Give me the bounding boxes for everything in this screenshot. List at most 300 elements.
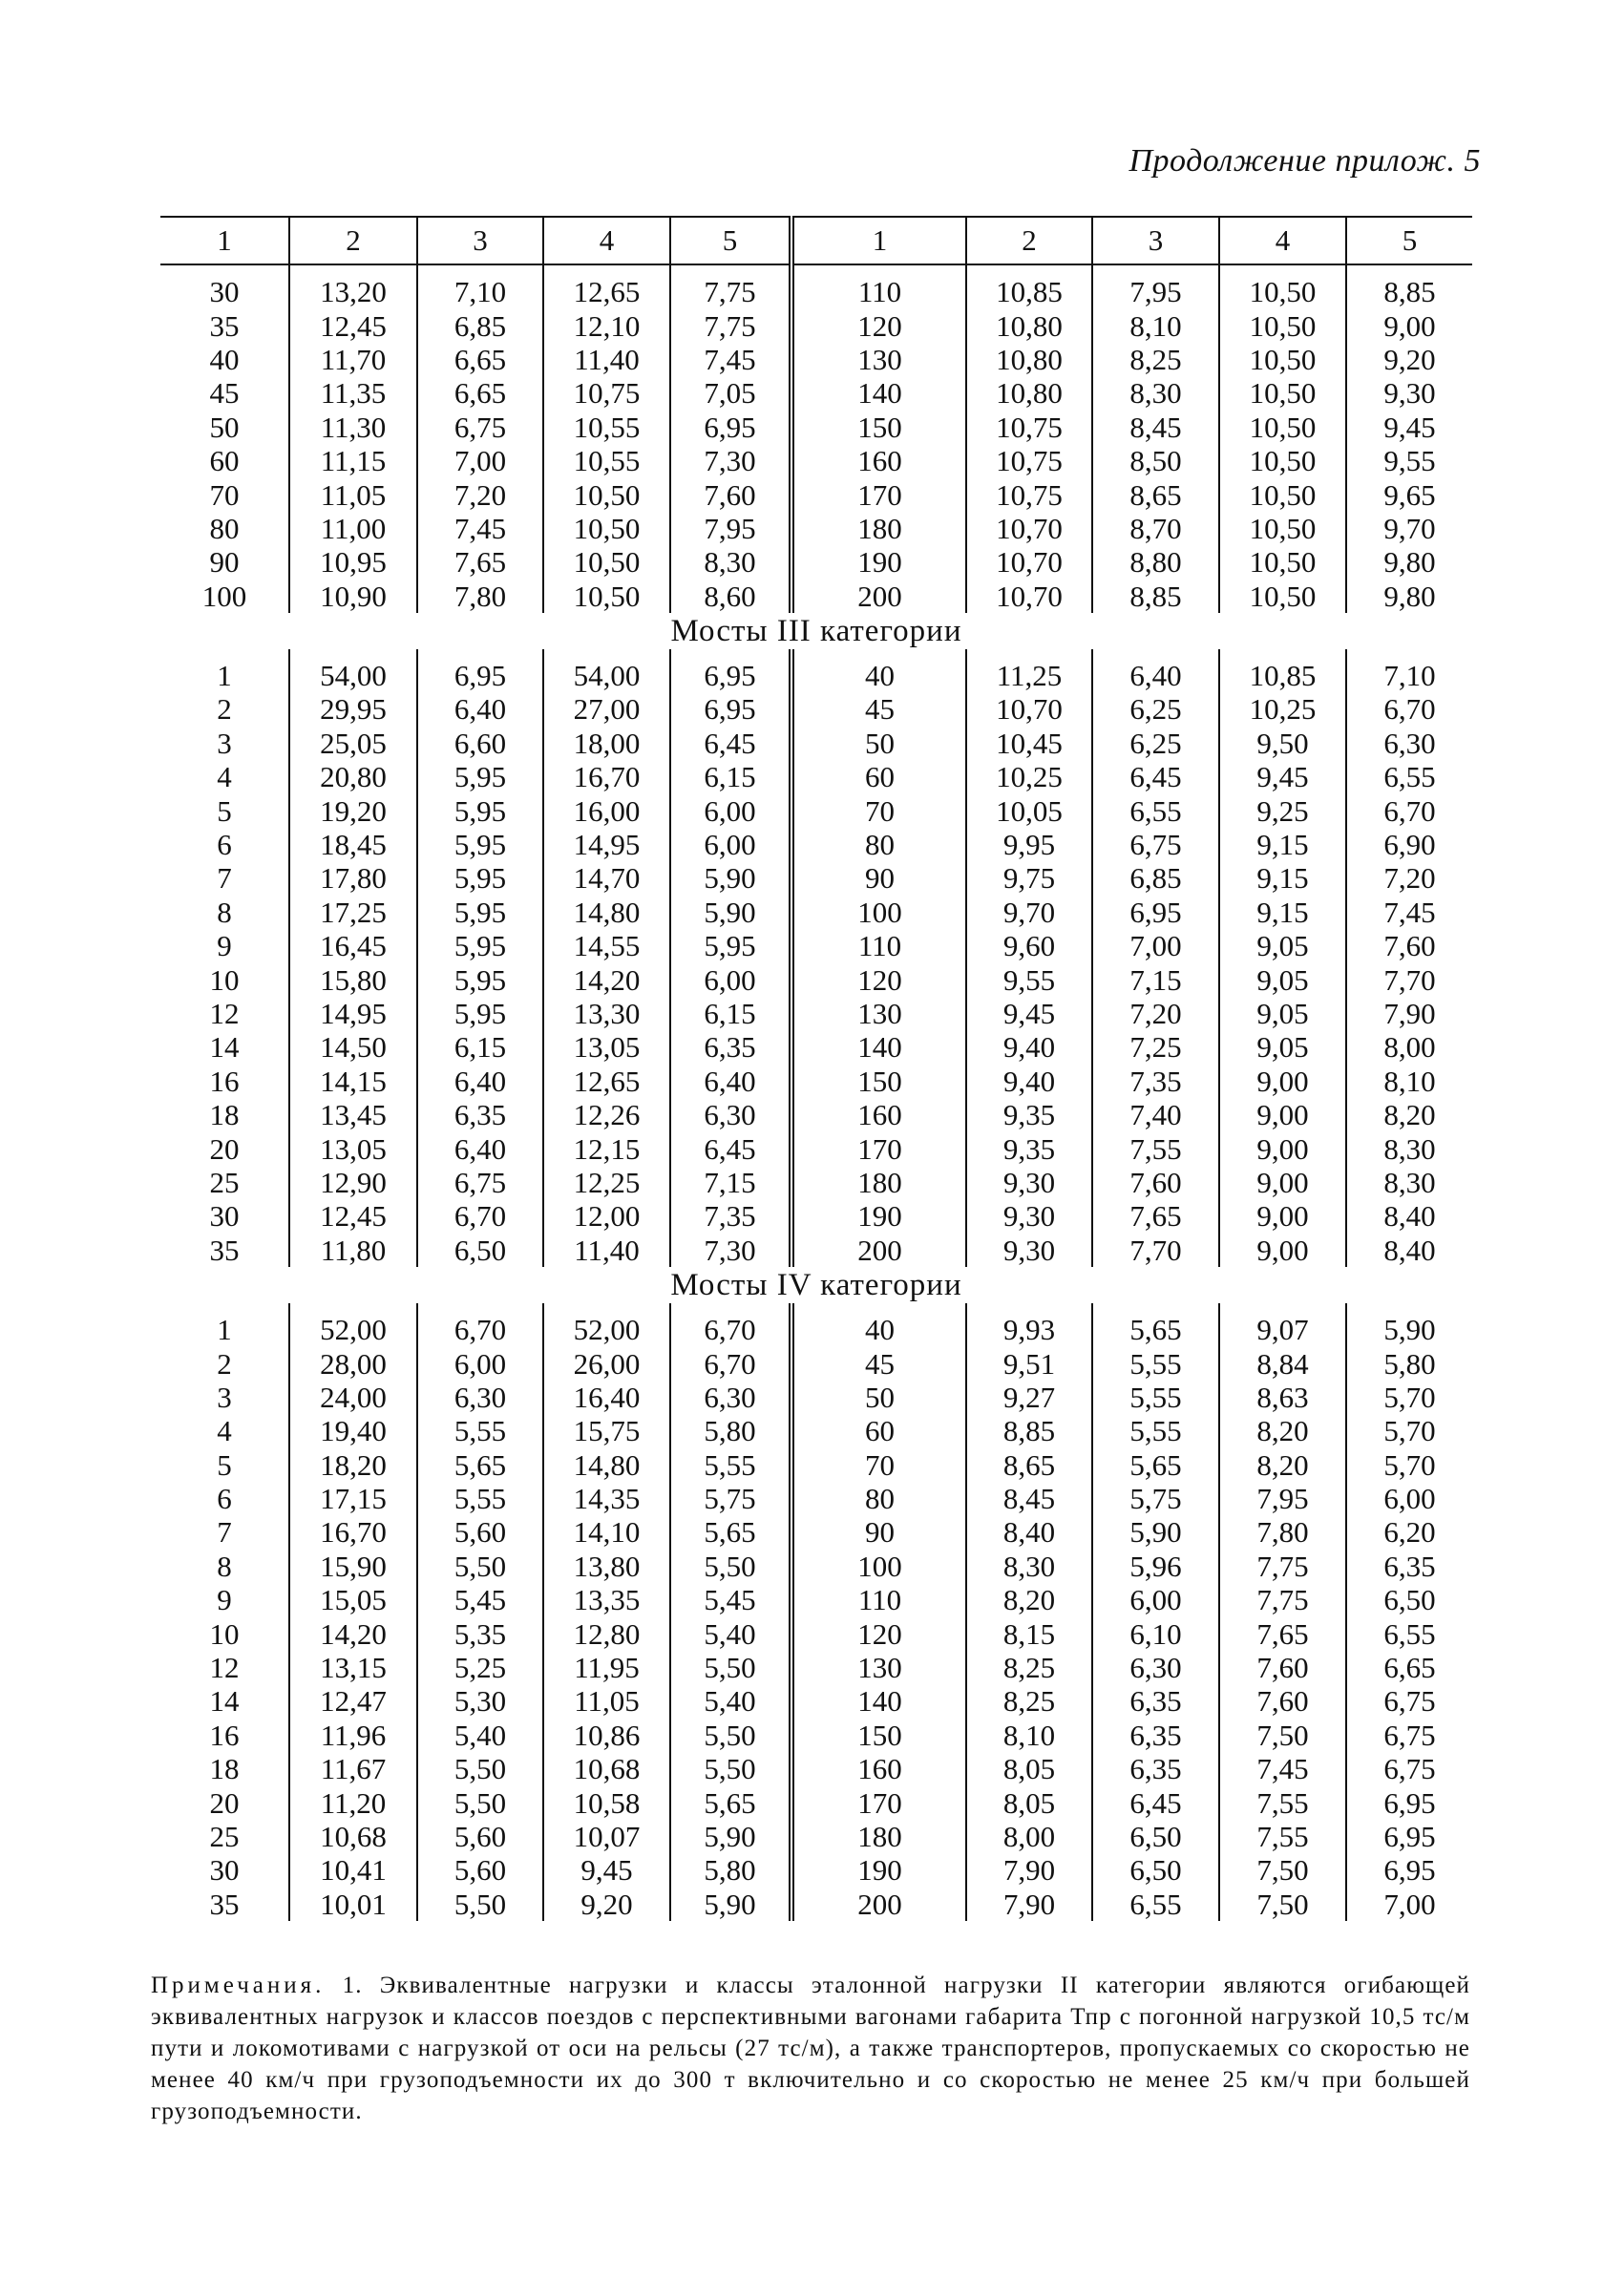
table-cell: 4 bbox=[217, 760, 232, 794]
table-cell: 8 bbox=[217, 1549, 232, 1583]
table-cell: 7,25 bbox=[1092, 1030, 1219, 1064]
table-cell: 9,00 bbox=[1219, 1166, 1346, 1199]
table-cell: 15,80 bbox=[289, 962, 417, 996]
table-cell: 130 bbox=[791, 1651, 966, 1684]
table-cell: 13,45 bbox=[289, 1098, 417, 1131]
table-row bbox=[160, 828, 1472, 861]
table-cell: 6,40 bbox=[670, 1065, 791, 1098]
table-cell: 12,25 bbox=[543, 1166, 670, 1199]
table-cell: 7,95 bbox=[670, 512, 791, 545]
table-cell: 9,00 bbox=[1219, 1234, 1346, 1267]
table-cell: 70 bbox=[791, 793, 966, 827]
table-cell: 9,45 bbox=[1219, 760, 1346, 793]
table-cell: 6,95 bbox=[417, 649, 543, 692]
table-cell: 6,95 bbox=[670, 411, 791, 444]
table-cell: 5,50 bbox=[670, 1752, 791, 1785]
table-cell: 10,50 bbox=[1219, 545, 1346, 579]
table-cell: 5,55 bbox=[670, 1448, 791, 1482]
table-cell: 13,30 bbox=[543, 997, 670, 1030]
table-cell: 150 bbox=[791, 411, 966, 444]
table-cell: 7,75 bbox=[1219, 1550, 1346, 1583]
table-cell: 9,25 bbox=[1219, 793, 1346, 827]
section-title-row bbox=[160, 1267, 1472, 1303]
table-cell: 9,75 bbox=[966, 861, 1092, 895]
table-cell: 16,45 bbox=[289, 929, 417, 962]
table-cell: 5,60 bbox=[417, 1853, 543, 1887]
table-cell: 10,50 bbox=[1219, 411, 1346, 444]
table-cell: 12,80 bbox=[543, 1616, 670, 1650]
table-cell: 1 bbox=[217, 1313, 232, 1347]
table-cell: 12,00 bbox=[543, 1199, 670, 1233]
table-row bbox=[160, 1888, 1472, 1921]
table-cell: 19,20 bbox=[289, 793, 417, 827]
table-cell: 14,95 bbox=[543, 828, 670, 861]
table-cell: 6,70 bbox=[670, 1303, 791, 1346]
table-row bbox=[160, 1131, 1472, 1165]
table-cell: 7,95 bbox=[1219, 1482, 1346, 1515]
table-cell: 7,55 bbox=[1219, 1820, 1346, 1853]
table-cell: 14,15 bbox=[289, 1065, 417, 1098]
table-cell: 10,50 bbox=[543, 545, 670, 579]
table-cell: 7,65 bbox=[1219, 1616, 1346, 1650]
table-cell: 5,90 bbox=[670, 896, 791, 929]
table-cell: 8,30 bbox=[1346, 1166, 1472, 1199]
table-cell: 8,30 bbox=[670, 545, 791, 579]
column-header: 4 bbox=[543, 217, 670, 264]
table-cell: 8,84 bbox=[1219, 1346, 1346, 1380]
table-cell: 14,70 bbox=[543, 861, 670, 895]
table-cell: 10,50 bbox=[1219, 308, 1346, 342]
table-cell: 10,25 bbox=[966, 760, 1092, 793]
table-row bbox=[160, 1651, 1472, 1684]
table-cell: 5,95 bbox=[417, 962, 543, 996]
table-cell: 10,41 bbox=[289, 1853, 417, 1887]
table-row bbox=[160, 1199, 1472, 1233]
table-cell: 6,40 bbox=[417, 692, 543, 726]
table-cell: 11,30 bbox=[289, 411, 417, 444]
table-cell: 10,01 bbox=[289, 1888, 417, 1921]
table-cell: 19,40 bbox=[289, 1414, 417, 1447]
table-cell: 10,80 bbox=[966, 376, 1092, 410]
table-cell: 80 bbox=[791, 1482, 966, 1515]
table-cell: 5,30 bbox=[417, 1684, 543, 1718]
table-row bbox=[160, 444, 1472, 477]
table-cell: 9,70 bbox=[1346, 512, 1472, 545]
table-cell: 7,20 bbox=[1346, 861, 1472, 895]
table-cell: 9,30 bbox=[1346, 376, 1472, 410]
table-cell: 7,45 bbox=[1219, 1752, 1346, 1785]
table-cell: 5 bbox=[217, 1447, 232, 1482]
table-row bbox=[160, 896, 1472, 929]
table-cell: 6,00 bbox=[1346, 1482, 1472, 1515]
table-cell: 50 bbox=[791, 1381, 966, 1414]
table-cell: 6,85 bbox=[417, 308, 543, 342]
table-cell: 7 bbox=[217, 1515, 232, 1550]
table-cell: 25 bbox=[209, 1819, 240, 1853]
table-cell: 11,15 bbox=[289, 444, 417, 477]
table-cell: 9,65 bbox=[1346, 477, 1472, 511]
table-cell: 12,65 bbox=[543, 264, 670, 308]
table-cell: 70 bbox=[209, 477, 240, 512]
table-cell: 11,96 bbox=[289, 1719, 417, 1752]
table-cell: 11,25 bbox=[966, 649, 1092, 692]
table-cell: 14,10 bbox=[543, 1515, 670, 1549]
table-cell: 60 bbox=[791, 760, 966, 793]
table-cell: 9,93 bbox=[966, 1303, 1092, 1346]
table-row bbox=[160, 264, 1472, 308]
table-cell: 9,20 bbox=[543, 1888, 670, 1921]
table-cell: 6,10 bbox=[1092, 1616, 1219, 1650]
table-row bbox=[160, 1482, 1472, 1515]
table-cell: 7,50 bbox=[1219, 1888, 1346, 1921]
table-cell: 12,90 bbox=[289, 1166, 417, 1199]
table-cell: 10,50 bbox=[1219, 376, 1346, 410]
table-cell: 6,40 bbox=[417, 1131, 543, 1165]
table-cell: 8,85 bbox=[1346, 264, 1472, 308]
table-row bbox=[160, 1346, 1472, 1380]
table-cell: 190 bbox=[791, 545, 966, 579]
table-cell: 8,60 bbox=[670, 580, 791, 613]
table-cell: 10,80 bbox=[966, 308, 1092, 342]
table-cell: 3 bbox=[217, 1380, 232, 1414]
table-row bbox=[160, 929, 1472, 962]
table-cell: 8,45 bbox=[966, 1482, 1092, 1515]
table-cell: 7,80 bbox=[1219, 1515, 1346, 1549]
table-row bbox=[160, 997, 1472, 1030]
table-cell: 5,95 bbox=[417, 760, 543, 793]
table-cell: 6,70 bbox=[417, 1303, 543, 1346]
table-cell: 8,63 bbox=[1219, 1381, 1346, 1414]
table-cell: 5,65 bbox=[670, 1515, 791, 1549]
table-cell: 5,95 bbox=[417, 929, 543, 962]
table-cell: 9,50 bbox=[1219, 727, 1346, 760]
table-cell: 5,60 bbox=[417, 1515, 543, 1549]
table-cell: 10,50 bbox=[1219, 444, 1346, 477]
table-cell: 8,00 bbox=[966, 1820, 1092, 1853]
table-cell: 7,45 bbox=[670, 343, 791, 376]
table-cell: 10,58 bbox=[543, 1785, 670, 1819]
table-cell: 6,90 bbox=[1346, 828, 1472, 861]
table-cell: 6,70 bbox=[1346, 793, 1472, 827]
table-cell: 6,35 bbox=[417, 1098, 543, 1131]
table-cell: 9,00 bbox=[1219, 1065, 1346, 1098]
table-cell: 52,00 bbox=[543, 1303, 670, 1346]
table-row bbox=[160, 1166, 1472, 1199]
table-cell: 6,55 bbox=[1346, 760, 1472, 793]
table-cell: 6,35 bbox=[1346, 1550, 1472, 1583]
table-cell: 13,05 bbox=[543, 1030, 670, 1064]
notes-text: 1. Эквивалентные нагрузки и классы эталонной нагрузки II категории являются огибающей эквивалентных нагрузок и классов поездов с перспективными вагонами габарита Тпр с погонной нагрузкой 10,5 тс/м пути и локомотивами с нагрузкой от оси на рельсы (27 тс/м), а также транспортеров, пропускаемых со скоростью не менее 40 км/ч при грузоподъемности их до 300 т включительно и со скоростью не менее 25 км/ч при большей грузоподъемности. bbox=[151, 1973, 1470, 2124]
table-row bbox=[160, 760, 1472, 793]
table-cell: 10,75 bbox=[543, 376, 670, 410]
table-cell: 24,00 bbox=[289, 1381, 417, 1414]
column-header: 4 bbox=[1219, 217, 1346, 264]
table-cell: 7 bbox=[217, 861, 232, 896]
table-cell: 10,70 bbox=[966, 512, 1092, 545]
column-header: 1 bbox=[160, 217, 289, 264]
table-cell: 9,07 bbox=[1219, 1303, 1346, 1346]
table-cell: 5,65 bbox=[1092, 1303, 1219, 1346]
table-cell: 6,50 bbox=[417, 1234, 543, 1267]
table-cell: 12,10 bbox=[543, 308, 670, 342]
table-cell: 9,80 bbox=[1346, 580, 1472, 613]
table-cell: 8,85 bbox=[966, 1414, 1092, 1447]
table-cell: 160 bbox=[791, 1098, 966, 1131]
table-cell: 8,20 bbox=[1219, 1448, 1346, 1482]
table-cell: 5,40 bbox=[670, 1616, 791, 1650]
table-cell: 5,80 bbox=[1346, 1346, 1472, 1380]
table-cell: 13,20 bbox=[289, 264, 417, 308]
table-cell: 8 bbox=[217, 895, 232, 929]
table-cell: 26,00 bbox=[543, 1346, 670, 1380]
table-row bbox=[160, 512, 1472, 545]
table-cell: 120 bbox=[791, 962, 966, 996]
table-cell: 5,35 bbox=[417, 1616, 543, 1650]
column-header: 3 bbox=[417, 217, 543, 264]
table-cell: 20,80 bbox=[289, 760, 417, 793]
section-title: Мосты IV категории bbox=[670, 1267, 962, 1302]
table-cell: 8,45 bbox=[1092, 411, 1219, 444]
table-cell: 6,00 bbox=[1092, 1583, 1219, 1616]
table-cell: 9,15 bbox=[1219, 828, 1346, 861]
table-cell: 45 bbox=[209, 376, 240, 411]
table-cell: 7,50 bbox=[1219, 1853, 1346, 1887]
table-cell: 14,80 bbox=[543, 1448, 670, 1482]
table-cell: 90 bbox=[209, 545, 240, 580]
table-cell: 9,05 bbox=[1219, 929, 1346, 962]
table-cell: 10,25 bbox=[1219, 692, 1346, 726]
table-cell: 14,20 bbox=[289, 1616, 417, 1650]
table-cell: 11,67 bbox=[289, 1752, 417, 1785]
table-cell: 7,00 bbox=[1092, 929, 1219, 962]
table-cell: 6,45 bbox=[1092, 1785, 1219, 1819]
table-cell: 7,35 bbox=[670, 1199, 791, 1233]
table-row bbox=[160, 1616, 1472, 1650]
table-row bbox=[160, 1098, 1472, 1131]
table-cell: 6,95 bbox=[670, 649, 791, 692]
column-header: 3 bbox=[1092, 217, 1219, 264]
table-cell: 9,45 bbox=[543, 1853, 670, 1887]
table-cell: 9,30 bbox=[966, 1234, 1092, 1267]
table-cell: 10,90 bbox=[289, 580, 417, 613]
table-cell: 9,70 bbox=[966, 896, 1092, 929]
table-cell: 110 bbox=[791, 1583, 966, 1616]
table-cell: 10,70 bbox=[966, 545, 1092, 579]
table-cell: 9,95 bbox=[966, 828, 1092, 861]
table-cell: 12,47 bbox=[289, 1684, 417, 1718]
table-cell: 9,05 bbox=[1219, 962, 1346, 996]
table-cell: 6,30 bbox=[417, 1381, 543, 1414]
load-table bbox=[160, 216, 1472, 1921]
table-cell: 180 bbox=[791, 512, 966, 545]
table-row bbox=[160, 545, 1472, 579]
table-cell: 9,27 bbox=[966, 1381, 1092, 1414]
table-cell: 10,80 bbox=[966, 343, 1092, 376]
section-title: Мосты III категории bbox=[670, 613, 962, 648]
table-cell: 8,15 bbox=[966, 1616, 1092, 1650]
table-cell: 130 bbox=[791, 997, 966, 1030]
table-cell: 5,90 bbox=[670, 1888, 791, 1921]
table-cell: 140 bbox=[791, 1684, 966, 1718]
table-cell: 5,45 bbox=[670, 1583, 791, 1616]
table-cell: 6,70 bbox=[1346, 692, 1472, 726]
table-cell: 100 bbox=[201, 579, 247, 613]
table-cell: 6,25 bbox=[1092, 727, 1219, 760]
table-cell: 30 bbox=[209, 1853, 240, 1888]
table-cell: 70 bbox=[791, 1448, 966, 1482]
table-cell: 9,00 bbox=[1346, 308, 1472, 342]
table-row bbox=[160, 793, 1472, 827]
table-cell: 29,95 bbox=[289, 692, 417, 726]
table-cell: 5,95 bbox=[417, 828, 543, 861]
table-cell: 14,80 bbox=[543, 896, 670, 929]
table-row bbox=[160, 1752, 1472, 1785]
table-cell: 14 bbox=[209, 1684, 240, 1719]
table-cell: 14 bbox=[209, 1030, 240, 1065]
table-cell: 6,40 bbox=[417, 1065, 543, 1098]
table-cell: 10,50 bbox=[543, 477, 670, 511]
page-caption: Продолжение прилож. 5 bbox=[1128, 143, 1481, 179]
table-cell: 7,10 bbox=[417, 264, 543, 308]
table-cell: 6,95 bbox=[1346, 1785, 1472, 1819]
table-cell: 10,85 bbox=[966, 264, 1092, 308]
table-row bbox=[160, 692, 1472, 726]
table-cell: 5,95 bbox=[670, 929, 791, 962]
table-cell: 5,70 bbox=[1346, 1448, 1472, 1482]
table-cell: 8,20 bbox=[1219, 1414, 1346, 1447]
table-cell: 5,40 bbox=[670, 1684, 791, 1718]
table-cell: 8,25 bbox=[1092, 343, 1219, 376]
table-cell: 14,50 bbox=[289, 1030, 417, 1064]
table-cell: 9,30 bbox=[966, 1166, 1092, 1199]
table-cell: 35 bbox=[209, 308, 240, 343]
table-header-row bbox=[160, 217, 1472, 264]
table-cell: 5,95 bbox=[417, 997, 543, 1030]
table-cell: 11,05 bbox=[543, 1684, 670, 1718]
table-cell: 6,65 bbox=[417, 376, 543, 410]
table-cell: 190 bbox=[791, 1199, 966, 1233]
table-cell: 5 bbox=[217, 793, 232, 828]
table-cell: 5,80 bbox=[670, 1853, 791, 1887]
table-cell: 18 bbox=[209, 1098, 240, 1132]
table-cell: 6 bbox=[217, 828, 232, 862]
table-cell: 5,55 bbox=[1092, 1414, 1219, 1447]
table-cell: 8,40 bbox=[1346, 1199, 1472, 1233]
table-cell: 80 bbox=[209, 511, 240, 545]
table-cell: 10,55 bbox=[543, 411, 670, 444]
table-cell: 6,70 bbox=[670, 1346, 791, 1380]
table-cell: 10,68 bbox=[543, 1752, 670, 1785]
table-cell: 5,75 bbox=[670, 1482, 791, 1515]
table-cell: 25 bbox=[209, 1165, 240, 1199]
table-cell: 6,00 bbox=[417, 1346, 543, 1380]
table-cell: 6,30 bbox=[670, 1381, 791, 1414]
table-cell: 9,05 bbox=[1219, 1030, 1346, 1064]
table-cell: 7,90 bbox=[1346, 997, 1472, 1030]
column-header: 2 bbox=[966, 217, 1092, 264]
table-cell: 10,05 bbox=[966, 793, 1092, 827]
table-cell: 200 bbox=[791, 580, 966, 613]
table-cell: 8,10 bbox=[966, 1719, 1092, 1752]
table-cell: 7,90 bbox=[966, 1888, 1092, 1921]
table-cell: 5,55 bbox=[417, 1482, 543, 1515]
table-cell: 6,20 bbox=[1346, 1515, 1472, 1549]
table-cell: 14,20 bbox=[543, 962, 670, 996]
table-cell: 8,65 bbox=[1092, 477, 1219, 511]
table-cell: 6,55 bbox=[1092, 1888, 1219, 1921]
table-row bbox=[160, 1719, 1472, 1752]
table-cell: 8,30 bbox=[966, 1550, 1092, 1583]
table-cell: 4 bbox=[217, 1414, 232, 1448]
table-cell: 35 bbox=[209, 1233, 240, 1267]
table-cell: 5,90 bbox=[1346, 1303, 1472, 1346]
table-cell: 6,65 bbox=[1346, 1651, 1472, 1684]
table-cell: 5,50 bbox=[417, 1550, 543, 1583]
table-cell: 12,65 bbox=[543, 1065, 670, 1098]
table-cell: 200 bbox=[791, 1234, 966, 1267]
table-cell: 11,00 bbox=[289, 512, 417, 545]
table-cell: 6,95 bbox=[1346, 1853, 1472, 1887]
table-cell: 7,10 bbox=[1346, 649, 1472, 692]
table-cell: 17,80 bbox=[289, 861, 417, 895]
table-cell: 5,65 bbox=[417, 1448, 543, 1482]
table-cell: 14,95 bbox=[289, 997, 417, 1030]
table-cell: 5,65 bbox=[1092, 1448, 1219, 1482]
table-cell: 16 bbox=[209, 1718, 240, 1752]
table-cell: 100 bbox=[791, 1550, 966, 1583]
table-cell: 140 bbox=[791, 376, 966, 410]
table-cell: 7,30 bbox=[670, 444, 791, 477]
table-cell: 6,50 bbox=[1346, 1583, 1472, 1616]
table-cell: 190 bbox=[791, 1853, 966, 1887]
table-cell: 10,50 bbox=[1219, 343, 1346, 376]
table-cell: 5,55 bbox=[417, 1414, 543, 1447]
table-cell: 7,55 bbox=[1092, 1131, 1219, 1165]
table-cell: 17,25 bbox=[289, 896, 417, 929]
table-cell: 5,40 bbox=[417, 1719, 543, 1752]
table-cell: 10,75 bbox=[966, 444, 1092, 477]
table-cell: 150 bbox=[791, 1065, 966, 1098]
table-cell: 30 bbox=[209, 1199, 240, 1234]
table-row bbox=[160, 1448, 1472, 1482]
table-cell: 7,95 bbox=[1092, 264, 1219, 308]
table-cell: 170 bbox=[791, 477, 966, 511]
table-cell: 6,85 bbox=[1092, 861, 1219, 895]
table-cell: 7,00 bbox=[1346, 1888, 1472, 1921]
table-cell: 10,50 bbox=[1219, 512, 1346, 545]
table-row bbox=[160, 580, 1472, 613]
column-header: 5 bbox=[670, 217, 791, 264]
table-cell: 6,35 bbox=[1092, 1752, 1219, 1785]
table-cell: 20 bbox=[209, 1131, 240, 1166]
table-cell: 120 bbox=[791, 308, 966, 342]
table-cell: 6,75 bbox=[417, 411, 543, 444]
table-cell: 9,20 bbox=[1346, 343, 1472, 376]
table-cell: 8,30 bbox=[1092, 376, 1219, 410]
table-cell: 8,30 bbox=[1346, 1131, 1472, 1165]
table-cell: 9,30 bbox=[966, 1199, 1092, 1233]
table-cell: 7,60 bbox=[1346, 929, 1472, 962]
table-cell: 8,10 bbox=[1346, 1065, 1472, 1098]
table-cell: 6,50 bbox=[1092, 1820, 1219, 1853]
table-cell: 15,90 bbox=[289, 1550, 417, 1583]
table-cell: 7,05 bbox=[670, 376, 791, 410]
table-cell: 5,50 bbox=[670, 1719, 791, 1752]
table-cell: 11,80 bbox=[289, 1234, 417, 1267]
table-cell: 13,05 bbox=[289, 1131, 417, 1165]
table-cell: 16,00 bbox=[543, 793, 670, 827]
table-cell: 120 bbox=[791, 1616, 966, 1650]
